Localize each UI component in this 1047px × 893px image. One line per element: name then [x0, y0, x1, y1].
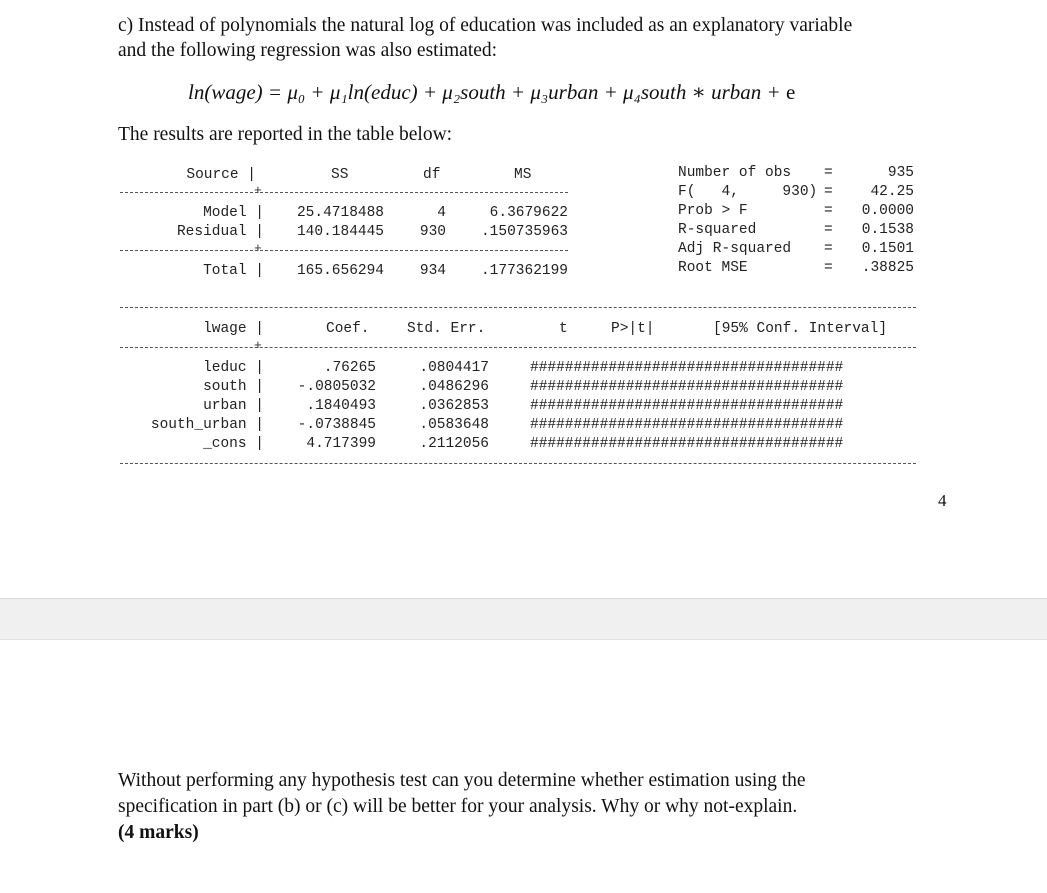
stat-rmse-value: .38825	[861, 260, 914, 276]
stat-nobs-eq: =	[824, 165, 833, 181]
coef-row-cons-se: .2112056	[419, 436, 489, 452]
coef-header-var: lwage |	[203, 321, 264, 337]
stat-rmse-label: Root MSE	[678, 260, 748, 276]
coef-row-cons-var: _cons |	[203, 436, 264, 452]
coef-row-south-se: .0486296	[419, 379, 489, 395]
anova-rule-plus: +	[254, 183, 262, 198]
stat-probf-eq: =	[824, 203, 833, 219]
anova-total-source: Total |	[203, 263, 264, 279]
anova-rule-mid	[120, 250, 568, 251]
stat-probf-value: 0.0000	[861, 203, 914, 219]
anova-total-ss: 165.656294	[296, 263, 384, 279]
intro-line-1: c) Instead of polynomials the natural log of education was included as an explanatory variable	[118, 15, 853, 36]
equation-error-term: e	[785, 80, 796, 104]
coef-row-southurban-var: south_urban |	[150, 417, 264, 433]
coef-header-t: t	[559, 321, 568, 337]
anova-row-residual-ss: 140.184445	[296, 224, 384, 240]
stat-f-value: 42.25	[870, 184, 914, 200]
anova-row-residual-ms: .150735963	[480, 224, 568, 240]
anova-rule-plus-2: +	[254, 241, 262, 256]
regression-equation	[188, 80, 795, 105]
coef-rule-mid	[120, 347, 916, 348]
coef-row-urban-var: urban |	[203, 398, 264, 414]
anova-row-model-ms: 6.3679622	[489, 205, 568, 221]
document-page-2	[0, 640, 1047, 893]
followup-line-2: specification in part (b) or (c) will be better for your analysis. Why or why not-explain.	[118, 796, 798, 817]
anova-header-ms: MS	[514, 167, 532, 183]
anova-row-model-source: Model |	[203, 205, 264, 221]
stat-r2-eq: =	[824, 222, 833, 238]
stat-nobs-label: Number of obs	[678, 165, 792, 181]
anova-total-ms: .177362199	[480, 263, 568, 279]
followup-marks: (4 marks)	[118, 822, 199, 843]
coef-row-south-overflow: ####################################	[530, 379, 844, 395]
anova-rule-top	[120, 192, 568, 193]
stat-r2-value: 0.1538	[861, 222, 914, 238]
stat-rmse-eq: =	[824, 260, 833, 276]
coef-row-south-coef: -.0805032	[297, 379, 376, 395]
coef-row-leduc-var: leduc |	[203, 360, 264, 376]
coef-row-leduc-overflow: ####################################	[530, 360, 844, 376]
coef-row-urban-se: .0362853	[419, 398, 489, 414]
anova-row-model-ss: 25.4718488	[296, 205, 384, 221]
coef-row-urban-overflow: ####################################	[530, 398, 844, 414]
question-intro	[118, 13, 852, 63]
coef-rule-plus: +	[254, 338, 262, 353]
page-number: 4	[938, 491, 947, 510]
anova-row-residual-source: Residual |	[176, 224, 264, 240]
followup-line-1: Without performing any hypothesis test can you determine whether estimation using the	[118, 770, 806, 791]
stat-probf-label: Prob > F	[678, 203, 748, 219]
anova-header-source: Source |	[186, 167, 256, 183]
coef-row-south-var: south |	[203, 379, 264, 395]
coef-rule-top	[120, 307, 916, 308]
coef-header-coef: Coef.	[326, 321, 370, 337]
coef-row-cons-overflow: ####################################	[530, 436, 844, 452]
coef-row-urban-coef: .1840493	[306, 398, 376, 414]
equation-body: ln(wage) = μ₀ + μ₁ln(educ) + μ₂south + μ₃urban + μ₄south ∗ urban +	[188, 80, 786, 104]
coef-row-leduc-se: .0804417	[419, 360, 489, 376]
anova-header-ss: SS	[331, 167, 349, 183]
coef-header-se: Std. Err.	[407, 321, 486, 337]
anova-row-model-df: 4	[437, 205, 446, 221]
coef-row-southurban-overflow: ####################################	[530, 417, 844, 433]
results-sentence: The results are reported in the table below:	[118, 124, 453, 145]
coef-row-southurban-coef: -.0738845	[297, 417, 376, 433]
stat-f-eq: =	[824, 184, 833, 200]
coef-header-p: P>|t|	[611, 321, 655, 337]
coef-row-southurban-se: .0583648	[419, 417, 489, 433]
coef-row-cons-coef: 4.717399	[306, 436, 376, 452]
stat-adjr2-value: 0.1501	[861, 241, 914, 257]
stat-f-label: F( 4, 930)	[678, 184, 818, 200]
anova-row-residual-df: 930	[419, 224, 446, 240]
stat-nobs-value: 935	[887, 165, 914, 181]
stat-r2-label: R-squared	[678, 222, 757, 238]
coef-row-leduc-coef: .76265	[323, 360, 376, 376]
coef-header-ci: [95% Conf. Interval]	[713, 321, 888, 337]
page-gap	[0, 598, 1047, 640]
intro-line-2: and the following regression was also estimated:	[118, 40, 498, 61]
stat-adjr2-label: Adj R-squared	[678, 241, 792, 257]
anova-total-df: 934	[419, 263, 446, 279]
coef-rule-bottom	[120, 463, 916, 464]
stat-adjr2-eq: =	[824, 241, 833, 257]
anova-header-df: df	[423, 167, 441, 183]
